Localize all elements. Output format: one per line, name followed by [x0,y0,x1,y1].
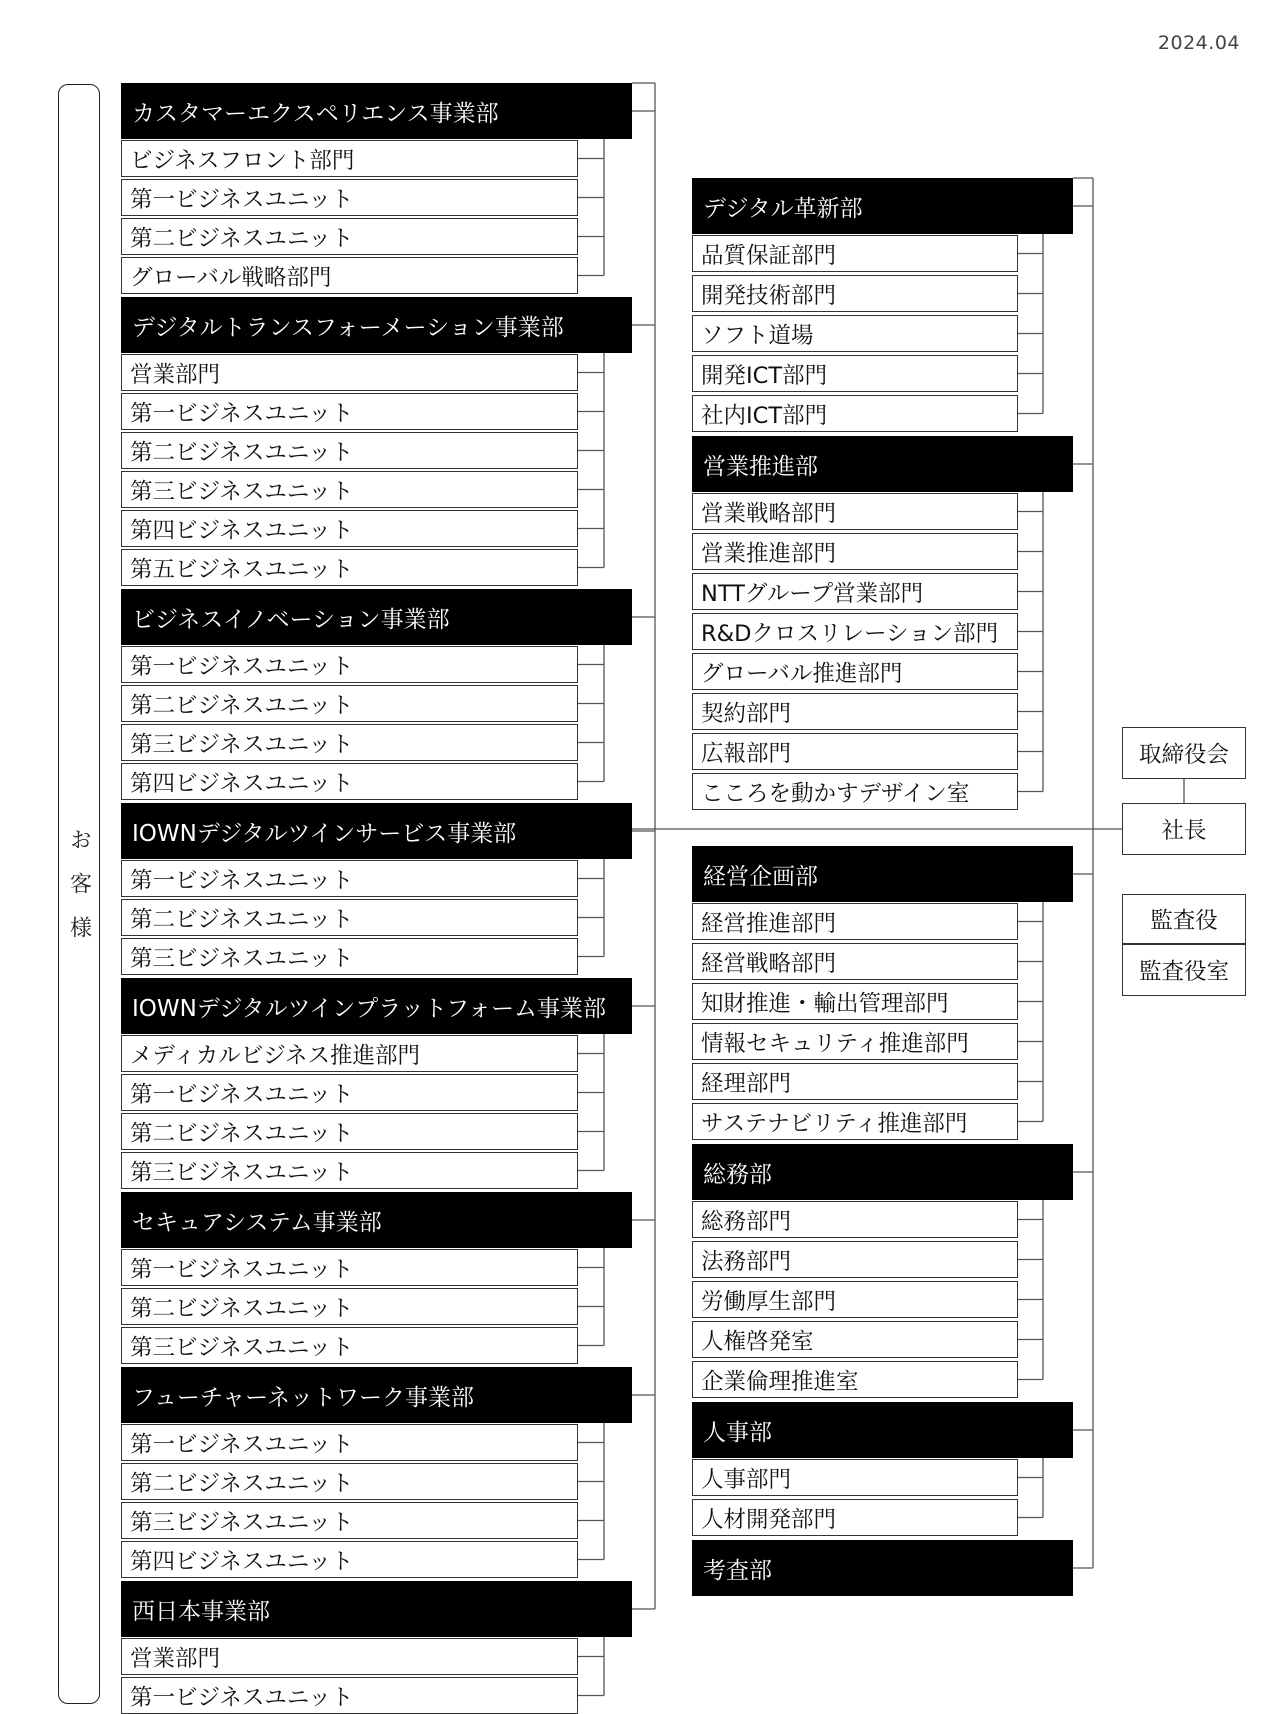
unit-box: 人材開発部門 [692,1499,1018,1536]
unit-box: メディカルビジネス推進部門 [121,1035,578,1072]
unit-box: 第三ビジネスユニット [121,471,578,508]
unit-box: グローバル推進部門 [692,653,1018,690]
department-header: デジタルトランスフォーメーション事業部 [121,297,632,353]
unit-box: こころを動かすデザイン室 [692,773,1018,810]
unit-box: 開発ICT部門 [692,355,1018,392]
department-header: デジタル革新部 [692,178,1073,234]
unit-box: 第三ビジネスユニット [121,1152,578,1189]
department-header: 人事部 [692,1402,1073,1458]
customer-label: お客様 [66,828,92,960]
unit-box: 営業部門 [121,354,578,391]
unit-box: 情報セキュリティ推進部門 [692,1023,1018,1060]
department-header: 考査部 [692,1540,1073,1596]
unit-box: グローバル戦略部門 [121,257,578,294]
unit-box: 第四ビジネスユニット [121,510,578,547]
department-header: 営業推進部 [692,436,1073,492]
unit-box: 第四ビジネスユニット [121,763,578,800]
unit-box: 第三ビジネスユニット [121,1327,578,1364]
unit-box: 第三ビジネスユニット [121,938,578,975]
unit-box: 第一ビジネスユニット [121,1424,578,1461]
unit-box: ソフト道場 [692,315,1018,352]
auditor-box: 監査役 [1122,894,1246,944]
unit-box: 開発技術部門 [692,275,1018,312]
unit-box: 人権啓発室 [692,1321,1018,1358]
department-header: IOWNデジタルツインサービス事業部 [121,803,632,859]
unit-box: 人事部門 [692,1459,1018,1496]
department-header: ビジネスイノベーション事業部 [121,589,632,645]
unit-box: R&Dクロスリレーション部門 [692,613,1018,650]
unit-box: 営業戦略部門 [692,493,1018,530]
unit-box: 第三ビジネスユニット [121,1502,578,1539]
unit-box: 第一ビジネスユニット [121,179,578,216]
department-header: フューチャーネットワーク事業部 [121,1367,632,1423]
unit-box: 第三ビジネスユニット [121,724,578,761]
unit-box: 第二ビジネスユニット [121,1463,578,1500]
department-header: IOWNデジタルツインプラットフォーム事業部 [121,978,632,1034]
unit-box: ビジネスフロント部門 [121,140,578,177]
unit-box: サステナビリティ推進部門 [692,1103,1018,1140]
president-box: 社長 [1122,803,1246,855]
date-label: 2024.04 [1157,32,1240,54]
unit-box: 第一ビジネスユニット [121,1074,578,1111]
department-header: セキュアシステム事業部 [121,1192,632,1248]
unit-box: 社内ICT部門 [692,395,1018,432]
unit-box: 経理部門 [692,1063,1018,1100]
audit-office-box: 監査役室 [1122,944,1246,996]
department-header: 経営企画部 [692,846,1073,902]
department-header: カスタマーエクスペリエンス事業部 [121,83,632,139]
unit-box: 第五ビジネスユニット [121,549,578,586]
unit-box: 営業部門 [121,1638,578,1675]
unit-box: 品質保証部門 [692,235,1018,272]
unit-box: 契約部門 [692,693,1018,730]
unit-box: 第二ビジネスユニット [121,1288,578,1325]
unit-box: 第一ビジネスユニット [121,860,578,897]
unit-box: 第一ビジネスユニット [121,393,578,430]
department-header: 西日本事業部 [121,1581,632,1637]
unit-box: 第二ビジネスユニット [121,685,578,722]
board-box: 取締役会 [1122,727,1246,779]
unit-box: NTTグループ営業部門 [692,573,1018,610]
unit-box: 第二ビジネスユニット [121,899,578,936]
unit-box: 第二ビジネスユニット [121,432,578,469]
unit-box: 経営戦略部門 [692,943,1018,980]
unit-box: 第一ビジネスユニット [121,1677,578,1714]
unit-box: 法務部門 [692,1241,1018,1278]
unit-box: 総務部門 [692,1201,1018,1238]
unit-box: 第四ビジネスユニット [121,1541,578,1578]
unit-box: 第二ビジネスユニット [121,218,578,255]
unit-box: 経営推進部門 [692,903,1018,940]
unit-box: 知財推進・輸出管理部門 [692,983,1018,1020]
unit-box: 営業推進部門 [692,533,1018,570]
unit-box: 第二ビジネスユニット [121,1113,578,1150]
unit-box: 第一ビジネスユニット [121,646,578,683]
unit-box: 広報部門 [692,733,1018,770]
unit-box: 第一ビジネスユニット [121,1249,578,1286]
unit-box: 企業倫理推進室 [692,1361,1018,1398]
unit-box: 労働厚生部門 [692,1281,1018,1318]
department-header: 総務部 [692,1144,1073,1200]
